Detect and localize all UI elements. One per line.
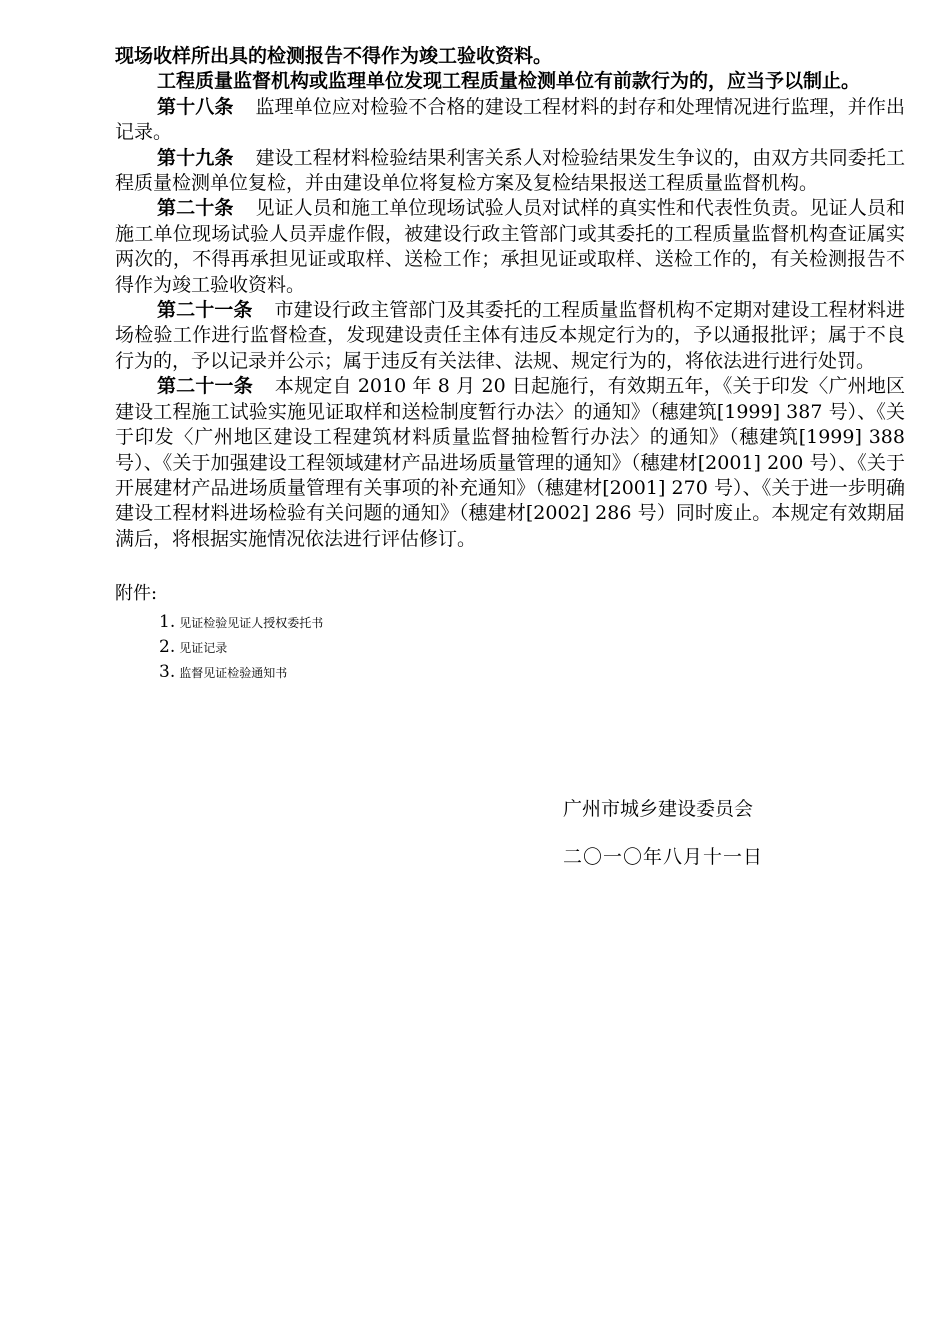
attachment-text: 见证记录 [179, 641, 228, 656]
article-21-effective [115, 374, 905, 552]
attachment-item [159, 635, 905, 660]
article-title: 第二十一条 [157, 375, 253, 398]
article-20 [115, 196, 905, 298]
signature-block [563, 796, 763, 870]
article-18 [115, 95, 905, 146]
attachment-item [159, 610, 905, 635]
article-text: 见证人员和施工单位现场试验人员对试样的真实性和代表性负责。见证人员和施工单位现场试验人员弄虚作假，被建设行政主管部门或其委托的工程质量监督机构查证属实两次的，不得再承担见证或取样、送检工作；承担见证或取样、送检工作的，有关检测报告不得作为竣工验收资料。 [115, 197, 905, 296]
attachment-text: 见证检验见证人授权委托书 [179, 616, 324, 631]
document-body [115, 44, 905, 685]
article-title: 第十八条 [157, 95, 234, 118]
attachments-label: 附件: [115, 583, 158, 605]
attachment-number: 1. [159, 612, 176, 633]
article-19 [115, 146, 905, 197]
article-title: 第二十一条 [157, 299, 253, 322]
attachment-item [159, 660, 905, 685]
signature-org: 广州市城乡建设委员会 [563, 798, 754, 820]
article-text: 市建设行政主管部门及其委托的工程质量监督机构不定期对建设工程材料进场检验工作进行监督检查，发现建设责任主体有违反本规定行为的，予以通报批评；属于不良行为的，予以记录并公示；属于违反有关法律、法规、规定行为的，将依法进行进行处罚。 [115, 299, 905, 372]
signature-date: 二〇一〇年八月十一日 [563, 846, 764, 868]
attachment-number: 2. [159, 637, 176, 658]
paragraph-1: 现场收样所出具的检测报告不得作为竣工验收资料。 [115, 45, 553, 67]
article-text: 本规定自 2010 年 8 月 20 日起施行，有效期五年，《关于印发〈广州地区建设工程施工试验实施见证取样和送检制度暂行办法〉的通知》（穗建筑[1999] 387 号）、《关于印发〈广州地区建设工程建筑材料质量监督抽检暂行办法〉的通知》（穗建筑[1999] 388 号）、《关于加强建设工程领域建材产品进场质量管理的通知》（穗建材[2001] 200 号）、《关于开展建材产品进场质量管理有关事项的补充通知》（穗建材[2001] 270 号）、《关于进一步明确建设工程材料进场检验有关问题的通知》（穗建材[2002] 286 号）同时废止。本规定有效期届满后，将根据实施情况依法进行评估修订。 [115, 375, 905, 550]
article-21 [115, 298, 905, 374]
article-title: 第十九条 [157, 146, 234, 169]
attachment-text: 监督见证检验通知书 [179, 666, 288, 681]
attachments-list [159, 610, 905, 685]
article-text: 建设工程材料检验结果利害关系人对检验结果发生争议的，由双方共同委托工程质量检测单位复检，并由建设单位将复检方案及复检结果报送工程质量监督机构。 [115, 146, 905, 195]
article-title: 第二十条 [157, 197, 234, 220]
paragraph-2: 工程质量监督机构或监理单位发现工程质量检测单位有前款行为的，应当予以制止。 [157, 70, 861, 93]
attachment-number: 3. [159, 662, 176, 683]
article-text: 监理单位应对检验不合格的建设工程材料的封存和处理情况进行监理，并作出记录。 [115, 95, 905, 144]
